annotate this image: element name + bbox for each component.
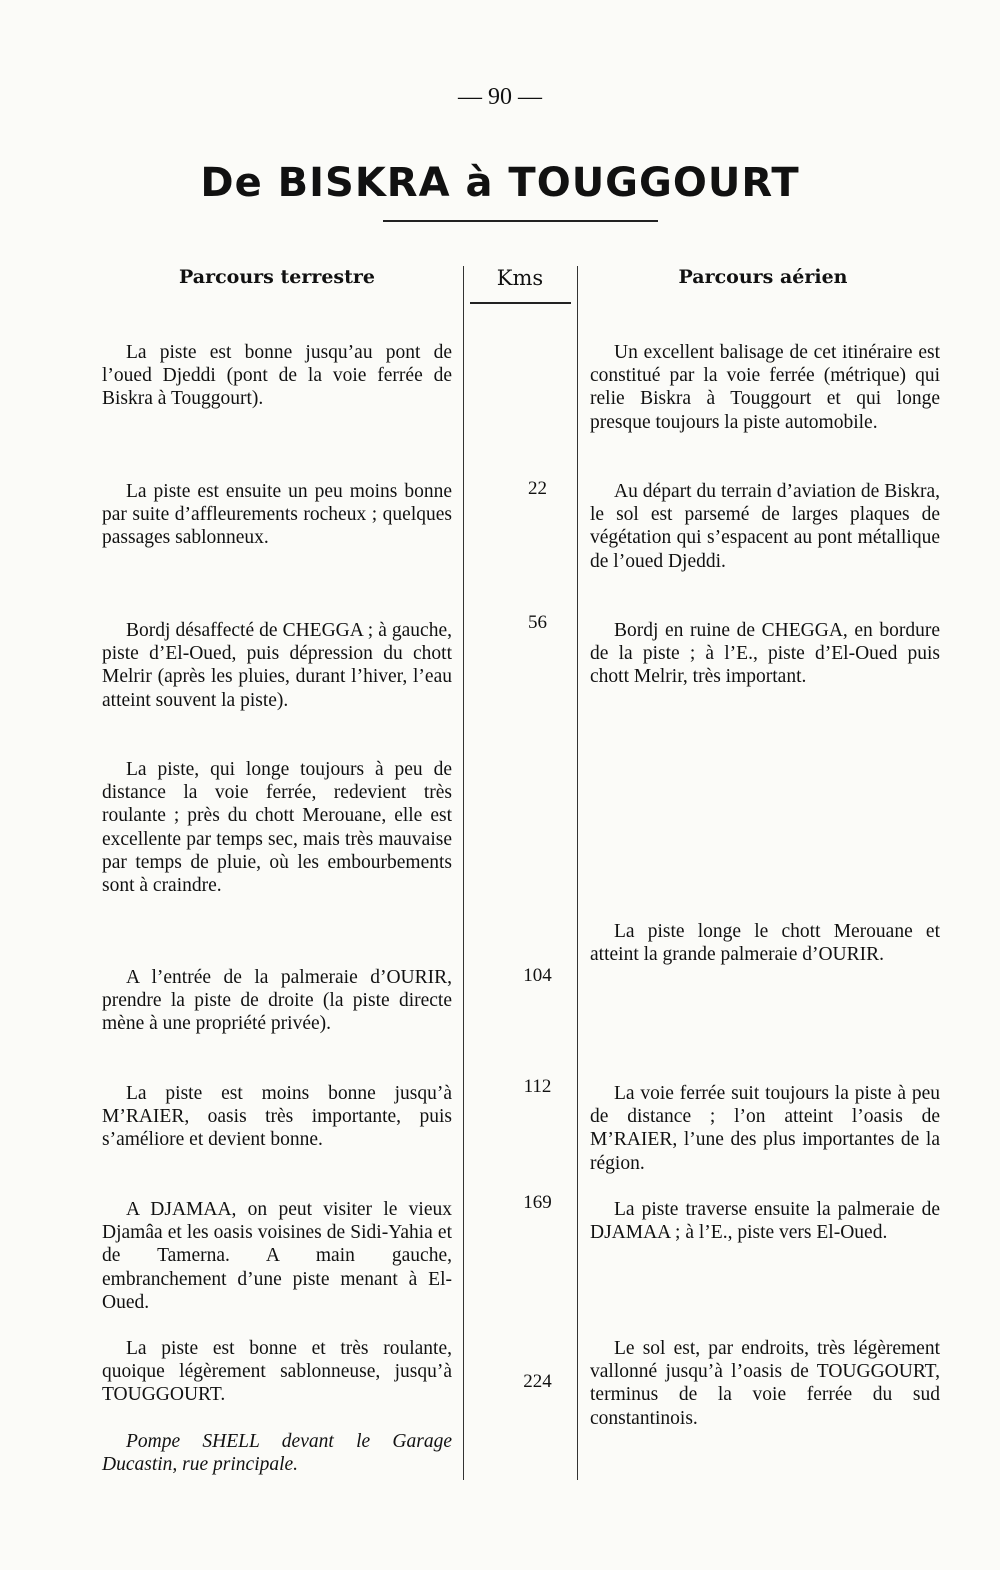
land-paragraph: Bordj désaffecté de CHEGGA ; à gauche, piste d’El-Oued, puis dépression du chott Melrir (après les pluies, durant l’hiver, l’eau atteint souvent la piste). [102, 620, 452, 711]
page-number: — 90 — [458, 84, 542, 110]
land-paragraph: La piste est ensuite un peu moins bonne par suite d’affleurements rocheux ; quelques passages sablonneux. [102, 481, 452, 549]
kms-header-rule [470, 302, 571, 304]
column-divider-right [577, 266, 578, 1480]
land-paragraph: A DJAMAA, on peut visiter le vieux Djamâa et les oasis voisines de Sidi-Yahia et de Tamerna. A main gauche, embranchement d’une piste menant à El-Oued. [102, 1199, 452, 1313]
land-paragraph: La piste est moins bonne jusqu’à M’RAIER, oasis très importante, puis s’améliore et devient bonne. [102, 1083, 452, 1151]
km-marker: 112 [523, 1076, 552, 1097]
air-paragraph: La voie ferrée suit toujours la piste à peu de distance ; l’on atteint l’oasis de M’RAIER, l’une des plus importantes de la région. [590, 1083, 940, 1174]
column-divider-left [463, 266, 464, 1480]
air-paragraph: Bordj en ruine de CHEGGA, en bordure de la piste ; à l’E., piste d’El-Oued puis chott Melrir, très important. [590, 620, 940, 688]
land-paragraph: La piste, qui longe toujours à peu de distance la voie ferrée, redevient très roulante ; près du chott Merouane, elle est excellente par temps sec, mais très mauvaise par temps de pluie, où les embourbements sont à craindre. [102, 759, 452, 897]
air-paragraph: Au départ du terrain d’aviation de Biskra, le sol est parsemé de larges plaques de végétation qui s’espacent au pont métallique de l’oued Djeddi. [590, 481, 940, 572]
column-header-air: Parcours aérien [678, 266, 848, 288]
land-paragraph: La piste est bonne jusqu’au pont de l’oued Djeddi (pont de la voie ferrée de Biskra à Touggourt). [102, 342, 452, 410]
title-underline [383, 220, 658, 222]
column-header-kms: Kms [496, 266, 544, 290]
air-paragraph: Un excellent balisage de cet itinéraire est constitué par la voie ferrée (métrique) qui relie Biskra à Touggourt et qui longe presque toujours la piste automobile. [590, 342, 940, 433]
air-paragraph: La piste longe le chott Merouane et atteint la grande palmeraie d’OURIR. [590, 921, 940, 966]
air-paragraph: Le sol est, par endroits, très légèrement vallonné jusqu’à l’oasis de TOUGGOURT, terminus de la voie ferrée du sud constantinois. [590, 1338, 940, 1429]
km-marker: 169 [523, 1192, 552, 1213]
land-paragraph: La piste est bonne et très roulante, quoique légèrement sablonneuse, jusqu’à TOUGGOURT. [102, 1338, 452, 1406]
land-paragraph: A l’entrée de la palmeraie d’OURIR, prendre la piste de droite (la piste directe mène à une propriété privée). [102, 967, 452, 1035]
column-header-land: Parcours terrestre [178, 266, 376, 288]
air-paragraph: La piste traverse ensuite la palmeraie de DJAMAA ; à l’E., piste vers El-Oued. [590, 1199, 940, 1244]
fuel-station-note: Pompe SHELL devant le Garage Ducastin, rue principale. [102, 1431, 452, 1476]
km-marker: 104 [523, 965, 552, 986]
km-marker: 22 [528, 478, 547, 499]
page-title: De BISKRA à TOUGGOURT [200, 160, 800, 206]
km-marker: 56 [528, 612, 547, 633]
km-marker: 224 [523, 1371, 552, 1392]
